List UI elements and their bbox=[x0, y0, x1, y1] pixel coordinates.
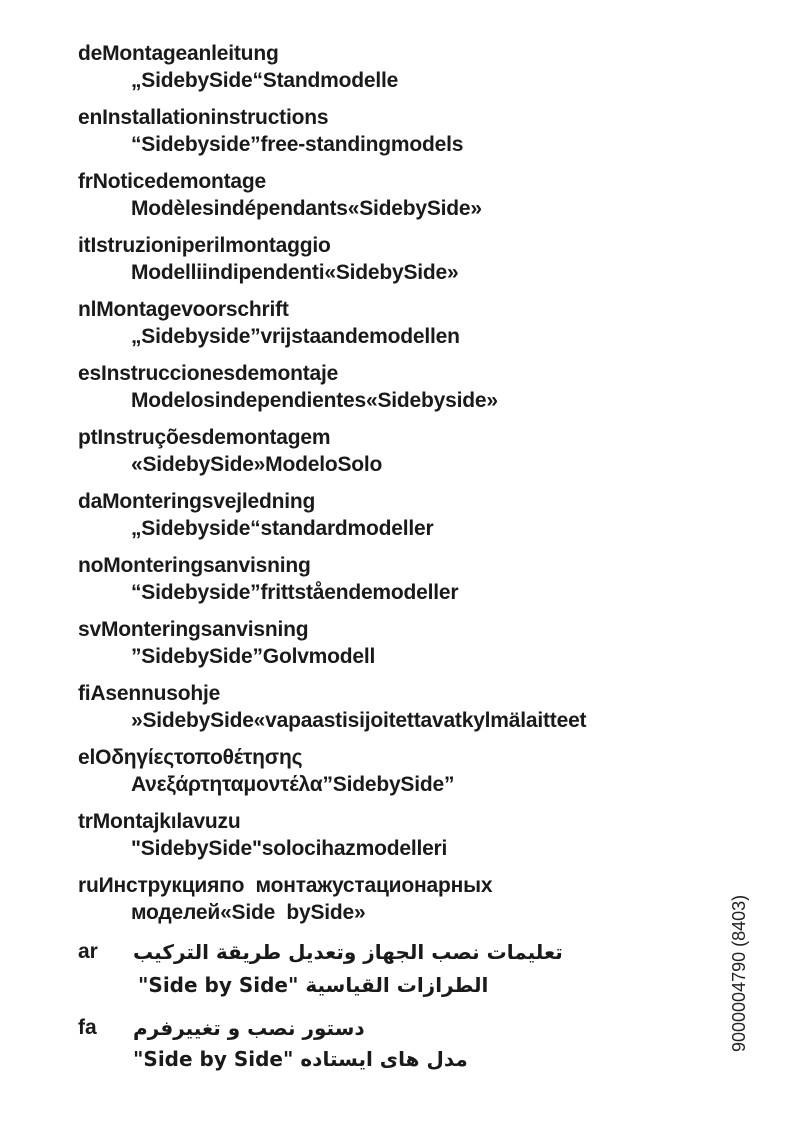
entry-title-text: Montajkılavuzu bbox=[92, 810, 241, 833]
entry-subtitle: «SidebySide»ModeloSolo bbox=[131, 453, 383, 476]
entry-subtitle: „SidebySide“Standmodelle bbox=[131, 69, 399, 92]
entry-subtitle: моделей«Side bySide» bbox=[131, 901, 366, 924]
entry-title bbox=[78, 40, 718, 67]
language-code: it bbox=[78, 234, 91, 257]
entry-title bbox=[78, 616, 718, 643]
entry-ru bbox=[78, 872, 718, 926]
entry-title-text: Montageanleitung bbox=[102, 42, 279, 65]
entry-sv bbox=[78, 616, 718, 670]
entry-title-text: Οδηγίεςτοποθέτησης bbox=[95, 746, 303, 769]
entry-title-text: Istruzioniperilmontaggio bbox=[90, 234, 331, 257]
document-number: 9000004790 (8403) bbox=[729, 894, 749, 1052]
entry-title-text: Installationinstructions bbox=[102, 106, 329, 129]
entry-da bbox=[78, 488, 718, 542]
entry-subtitle: مدل های ایستاده "Side by Side" bbox=[133, 1047, 468, 1071]
language-code: nl bbox=[78, 298, 97, 321]
entry-fr bbox=[78, 168, 718, 222]
language-code: pt bbox=[78, 426, 98, 449]
entry-title-text: Monteringsanvisning bbox=[103, 554, 311, 577]
entry-de bbox=[78, 40, 718, 94]
language-code: fa bbox=[78, 1016, 97, 1039]
language-code: sv bbox=[78, 618, 101, 641]
entry-title bbox=[78, 808, 718, 835]
language-code: fi bbox=[78, 682, 91, 705]
entry-nl bbox=[78, 296, 718, 350]
entry-pt bbox=[78, 424, 718, 478]
entry-no bbox=[78, 552, 718, 606]
entry-title-text: Инструкцияпо монтажустационарных bbox=[98, 874, 493, 897]
entry-title bbox=[78, 296, 718, 323]
entry-en bbox=[78, 104, 718, 158]
language-code: de bbox=[78, 42, 103, 65]
entry-es bbox=[78, 360, 718, 414]
language-code: en bbox=[78, 106, 103, 129]
language-code: tr bbox=[78, 810, 93, 833]
entry-subtitle: Ανεξάρτηταμοντέλα”SidebySide” bbox=[131, 773, 455, 796]
entry-fi bbox=[78, 680, 718, 734]
language-code: da bbox=[78, 490, 103, 513]
entry-title bbox=[78, 104, 718, 131]
language-code: es bbox=[78, 362, 101, 385]
entry-subtitle: ”SidebySide”Golvmodell bbox=[131, 645, 376, 668]
entry-title bbox=[78, 872, 718, 899]
entry-title bbox=[78, 744, 718, 771]
language-entry-list bbox=[78, 0, 718, 1140]
entry-subtitle: Modelliindipendenti«SidebySide» bbox=[131, 261, 459, 284]
entry-subtitle: »SidebySide«vapaastisijoitettavatkylmälaitteet bbox=[131, 709, 587, 732]
language-code: ar bbox=[78, 940, 98, 963]
entry-ar bbox=[78, 938, 718, 1000]
entry-title-text: Monteringsvejledning bbox=[102, 490, 316, 513]
entry-title bbox=[78, 360, 718, 387]
entry-el bbox=[78, 744, 718, 798]
entry-title-text: Monteringsanvisning bbox=[100, 618, 309, 641]
entry-title bbox=[78, 168, 718, 195]
entry-title bbox=[78, 680, 718, 707]
entry-subtitle: “Sidebyside”free-standingmodels bbox=[131, 133, 464, 156]
entry-title-text: تعليمات نصب الجهاز وتعديل طريقة التركيب bbox=[133, 940, 563, 964]
entry-subtitle: "SidebySide"solocihazmodelleri bbox=[131, 837, 448, 860]
entry-tr bbox=[78, 808, 718, 862]
entry-title bbox=[78, 424, 718, 451]
entry-fa bbox=[78, 1014, 718, 1076]
entry-subtitle: Modèlesindépendants«SidebySide» bbox=[131, 197, 482, 220]
language-code: el bbox=[78, 746, 96, 769]
entry-subtitle: الطرازات القياسية "Side by Side" bbox=[138, 973, 489, 997]
entry-title-text: دستور نصب و تغییرفرم bbox=[133, 1016, 365, 1040]
entry-title-text: Asennusohje bbox=[90, 682, 221, 705]
entry-title bbox=[78, 232, 718, 259]
entry-title-text: Noticedemontage bbox=[92, 170, 266, 193]
language-code: fr bbox=[78, 170, 93, 193]
language-code: ru bbox=[78, 874, 99, 897]
entry-it bbox=[78, 232, 718, 286]
entry-title-text: Instruçõesdemontagem bbox=[97, 426, 331, 449]
entry-subtitle: Modelosindependientes«Sidebyside» bbox=[131, 389, 498, 412]
entry-title-text: Montagevoorschrift bbox=[96, 298, 289, 321]
entry-title bbox=[78, 552, 718, 579]
entry-subtitle: „Sidebyside“standardmodeller bbox=[131, 517, 434, 540]
language-code: no bbox=[78, 554, 104, 577]
entry-title bbox=[78, 488, 718, 515]
entry-title-text: Instruccionesdemontaje bbox=[100, 362, 339, 385]
entry-subtitle: „Sidebyside”vrijstaandemodellen bbox=[131, 325, 460, 348]
entry-subtitle: “Sidebyside”frittståendemodeller bbox=[131, 581, 459, 604]
